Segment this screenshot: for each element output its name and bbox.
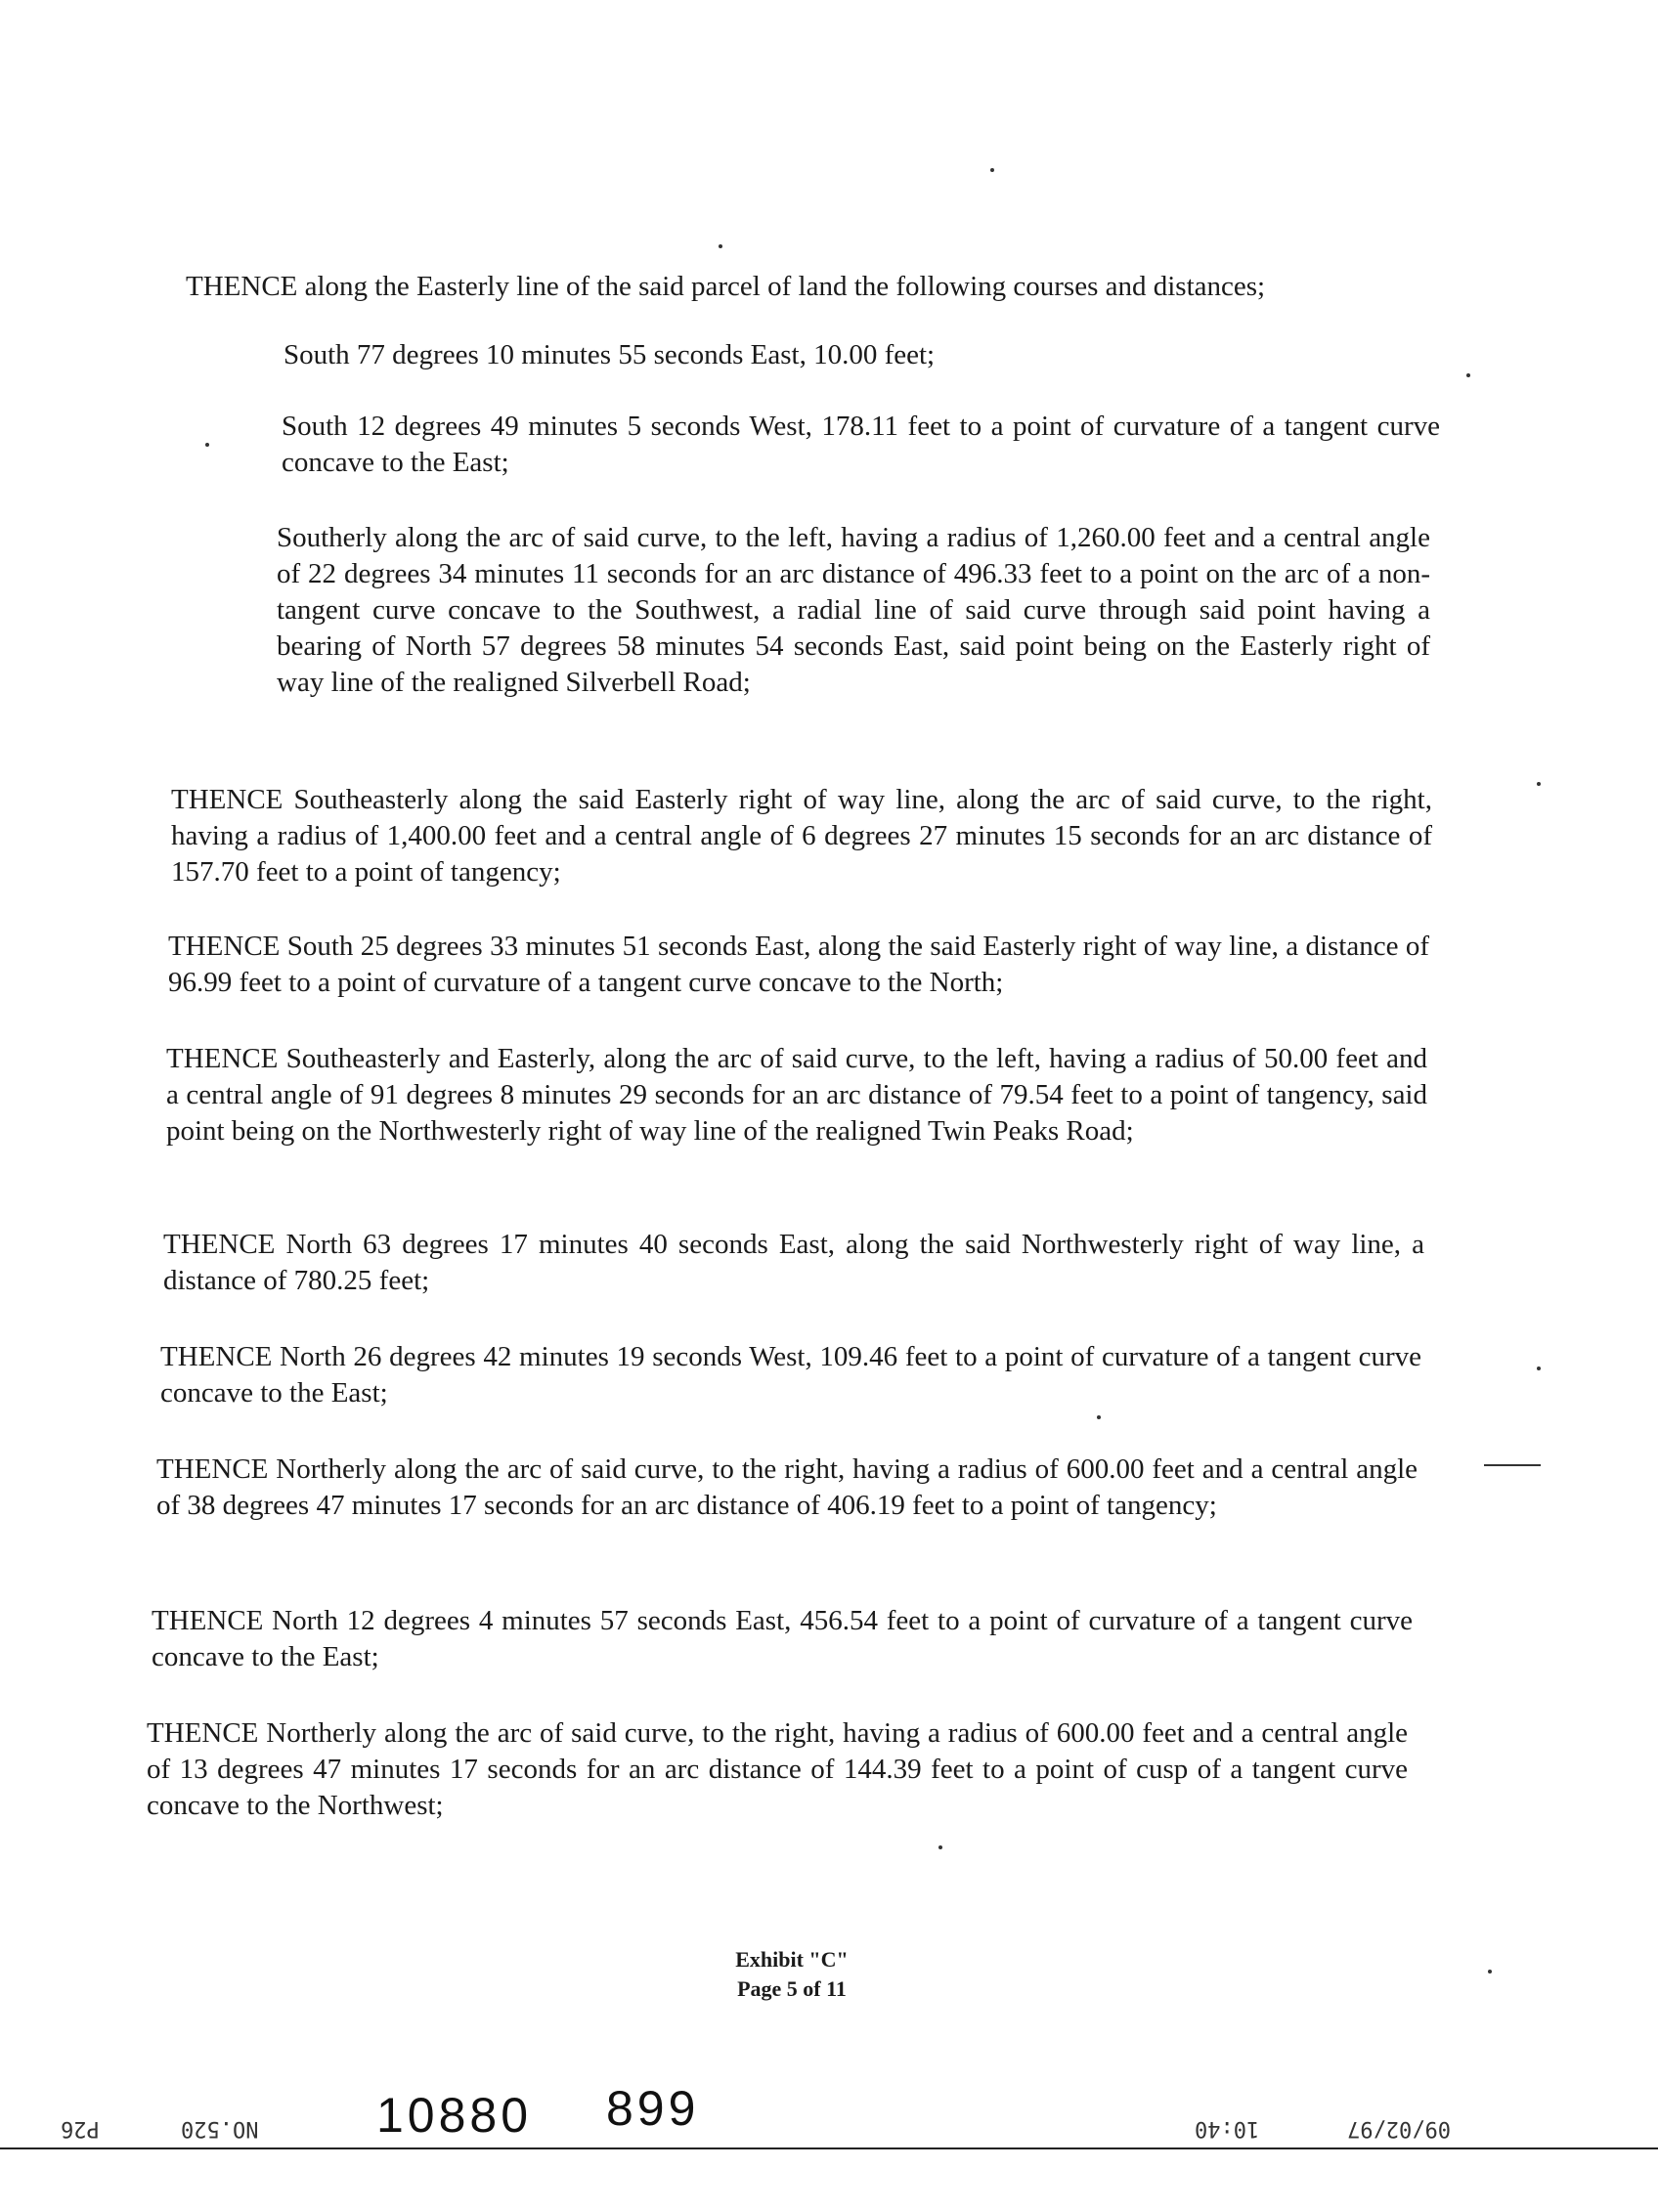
page-number: 899: [606, 2081, 700, 2136]
scan-speck: [990, 168, 994, 172]
fax-page: P26: [61, 2116, 100, 2141]
scan-speck: [938, 1845, 942, 1849]
paragraph-thence-8: THENCE Northerly along the arc of said curve, to the right, having a radius of 600.00 feet and a central angle of 13 degrees 47 minutes 17 seconds for an arc distance of 144.39 feet to a point of cusp of a tangent curve concave to the Northwest;: [147, 1717, 1408, 1821]
fax-time: 10:40: [1195, 2116, 1260, 2141]
exhibit-label: Exhibit "C": [735, 1947, 849, 1972]
paragraph-thence-1: THENCE Southeasterly along the said Easterly right of way line, along the arc of said curve, to the right, having a radius of 1,400.00 feet and a central angle of 6 degrees 27 minutes 15 seconds for an arc distance of 157.70 feet to a point of tangency;: [171, 784, 1432, 888]
paragraph-thence-intro: THENCE along the Easterly line of the said parcel of land the following courses and distances;: [186, 271, 1266, 302]
margin-mark: [1484, 1464, 1541, 1466]
paragraph-thence-5: THENCE North 26 degrees 42 minutes 19 seconds West, 109.46 feet to a point of curvature of a tangent curve concave to the East;: [160, 1341, 1421, 1409]
fax-date: 09/02/97: [1347, 2116, 1451, 2141]
scan-speck: [205, 443, 209, 447]
scan-speck: [1537, 782, 1541, 786]
fax-header-rule: [0, 2147, 1658, 2149]
scan-speck: [1097, 1415, 1101, 1419]
scan-speck: [1537, 1366, 1541, 1370]
paragraph-thence-6: THENCE Northerly along the arc of said curve, to the right, having a radius of 600.00 feet and a central angle of 38 degrees 47 minutes 17 seconds for an arc distance of 406.19 feet to a point of tangency;: [156, 1453, 1418, 1521]
paragraph-course-2: South 12 degrees 49 minutes 5 seconds West, 178.11 feet to a point of curvature of a tangent curve concave to the East;: [282, 411, 1440, 478]
scan-speck: [719, 244, 722, 248]
paragraph-thence-3: THENCE Southeasterly and Easterly, along the arc of said curve, to the left, having a radius of 50.00 feet and a central angle of 91 degrees 8 minutes 29 seconds for an arc distance of 79.54 feet to a point of tangency, said point being on the Northwesterly right of way line of the realigned Twin Peaks Road;: [166, 1043, 1427, 1147]
paragraph-thence-4: THENCE North 63 degrees 17 minutes 40 seconds East, along the said Northwesterly right of way line, a distance of 780.25 feet;: [163, 1229, 1424, 1296]
paragraph-course-3: Southerly along the arc of said curve, to the left, having a radius of 1,260.00 feet and a central angle of 22 degrees 34 minutes 11 seconds for an arc distance of 496.33 feet to a point on the arc of a non-tangent curve concave to the Southwest, a radial line of said curve through said point having a bearing of North 57 degrees 58 minutes 54 seconds East, said point being on the Easterly right of way line of the realigned Silverbell Road;: [277, 522, 1430, 698]
paragraph-course-1: South 77 degrees 10 minutes 55 seconds East, 10.00 feet;: [284, 339, 936, 370]
book-number: 10880: [376, 2088, 533, 2143]
page-label: Page 5 of 11: [737, 1976, 847, 2001]
fax-number: NO.520: [181, 2116, 259, 2141]
paragraph-thence-7: THENCE North 12 degrees 4 minutes 57 seconds East, 456.54 feet to a point of curvature of a tangent curve concave to the East;: [152, 1605, 1413, 1672]
scan-speck: [1466, 373, 1470, 377]
paragraph-thence-2: THENCE South 25 degrees 33 minutes 51 seconds East, along the said Easterly right of way line, a distance of 96.99 feet to a point of curvature of a tangent curve concave to the North;: [168, 931, 1429, 998]
exhibit-label-block: [665, 1945, 919, 2004]
scan-speck: [1488, 1970, 1492, 1973]
